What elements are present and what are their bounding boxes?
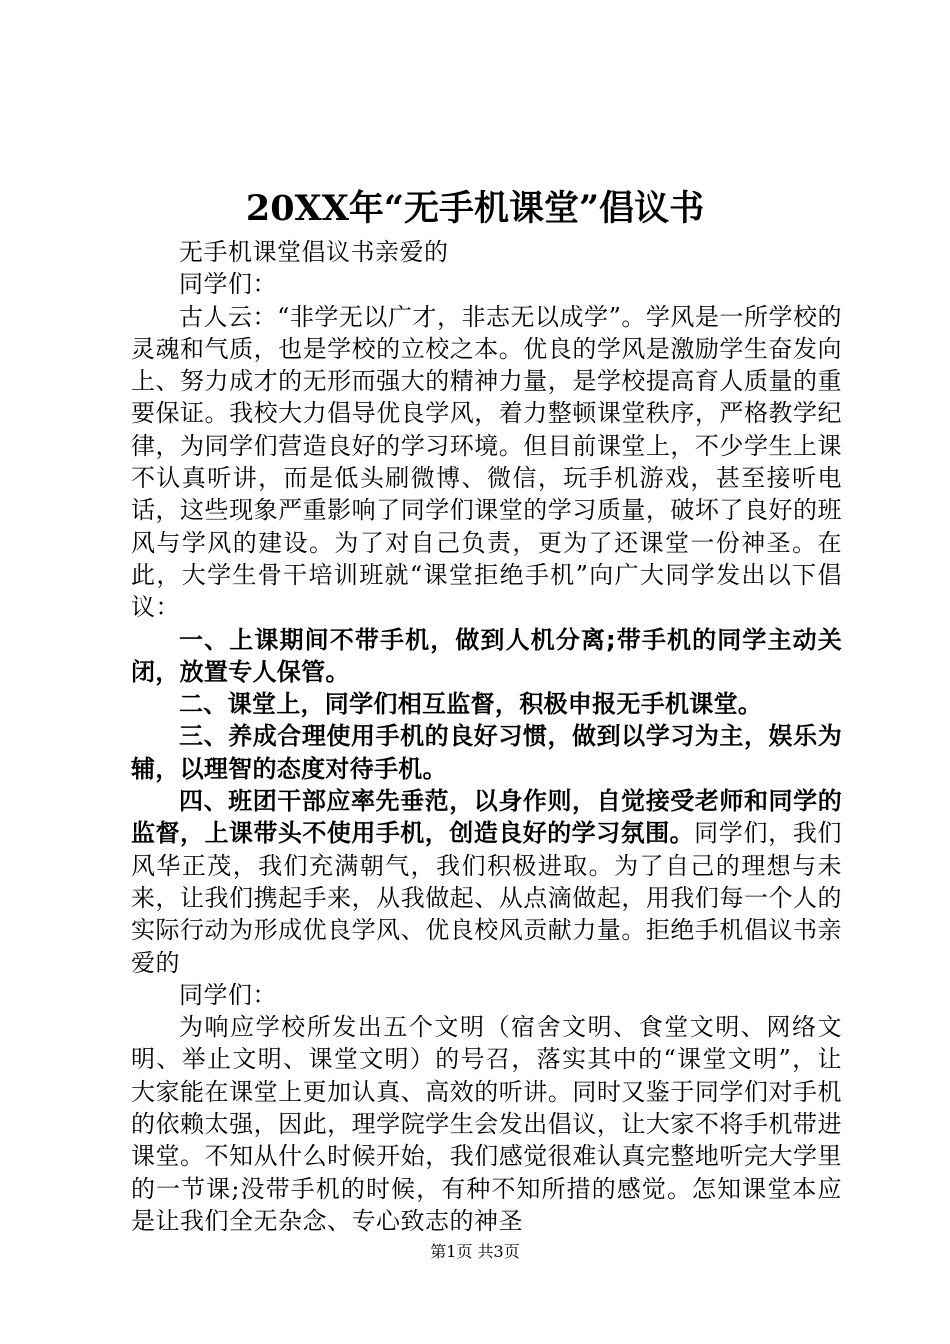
page-footer: 第1页 共3页 bbox=[430, 1242, 520, 1261]
paragraph-proposal-3: 三、养成合理使用手机的良好习惯，做到以学习为主，娱乐为辅，以理智的态度对待手机。 bbox=[131, 722, 842, 783]
paragraph-body-2: 为响应学校所发出五个文明（宿舍文明、食堂文明、网络文明、举止文明、课堂文明）的号召，落实其中的“课堂文明”，让大家能在课堂上更加认真、高效的听讲。同时又鉴于同学们对手机的依赖太强，因此，理学院学生会发出倡议，让大家不将手机带进课堂。不知从什么时候开始，我们感觉很难认真完整地听完大学里的一节课;没带手机的时候，有种不知所措的感觉。怎知课堂本应是让我们全无杂念、专心致志的神圣 bbox=[131, 1013, 842, 1235]
paragraph-proposal-4-tail: 同学们，我们风华正茂，我们充满朝气，我们积极进取。为了自己的理想与未来，让我们携起手来，从我做起、从点滴做起，用我们每一个人的实际行动为形成优良学风、优良校风贡献力量。拒绝手机倡议书亲爱的 bbox=[131, 819, 843, 977]
paragraph-proposal-2: 二、课堂上，同学们相互监督，积极申报无手机课堂。 bbox=[179, 690, 763, 719]
paragraph-salutation-1: 无手机课堂倡议书亲爱的 bbox=[179, 238, 449, 266]
paragraph-salutation-2: 同学们： bbox=[179, 270, 277, 299]
paragraph-proposal-1: 一、上课期间不带手机，做到人机分离;带手机的同学主动关闭，放置专人保管。 bbox=[131, 625, 842, 686]
paragraph-intro: 古人云：“非学无以广才，非志无以成学”。学风是一所学校的灵魂和气质，也是学校的立校之本。优良的学风是激励学生奋发向上、努力成才的无形而强大的精神力量，是学校提高育人质量的重要保证。我校大力倡导优良学风，着力整顿课堂秩序，严格教学纪律，为同学们营造良好的学习环境。但目前课堂上，不少学生上课不认真听讲，而是低头刷微博、微信，玩手机游戏，甚至接听电话，这些现象严重影响了同学们课堂的学习质量，破坏了良好的班风与学风的建设。为了对自己负责，更为了还课堂一份神圣。在此，大学生骨干培训班就“课堂拒绝手机”向广大同学发出以下倡议： bbox=[131, 302, 842, 622]
document-title: 20XX年“无手机课堂”倡议书 bbox=[245, 188, 705, 229]
document-body bbox=[131, 236, 842, 1237]
paragraph-salutation-3: 同学们： bbox=[179, 980, 277, 1009]
paragraph-proposal-4-bold: 四、班团干部应率先垂范，以身作则，自觉接受老师和同学的监督，上课带头不使用手机，创造良好的学习氛围。 bbox=[131, 787, 842, 848]
paragraph-proposal-4 bbox=[131, 785, 842, 979]
